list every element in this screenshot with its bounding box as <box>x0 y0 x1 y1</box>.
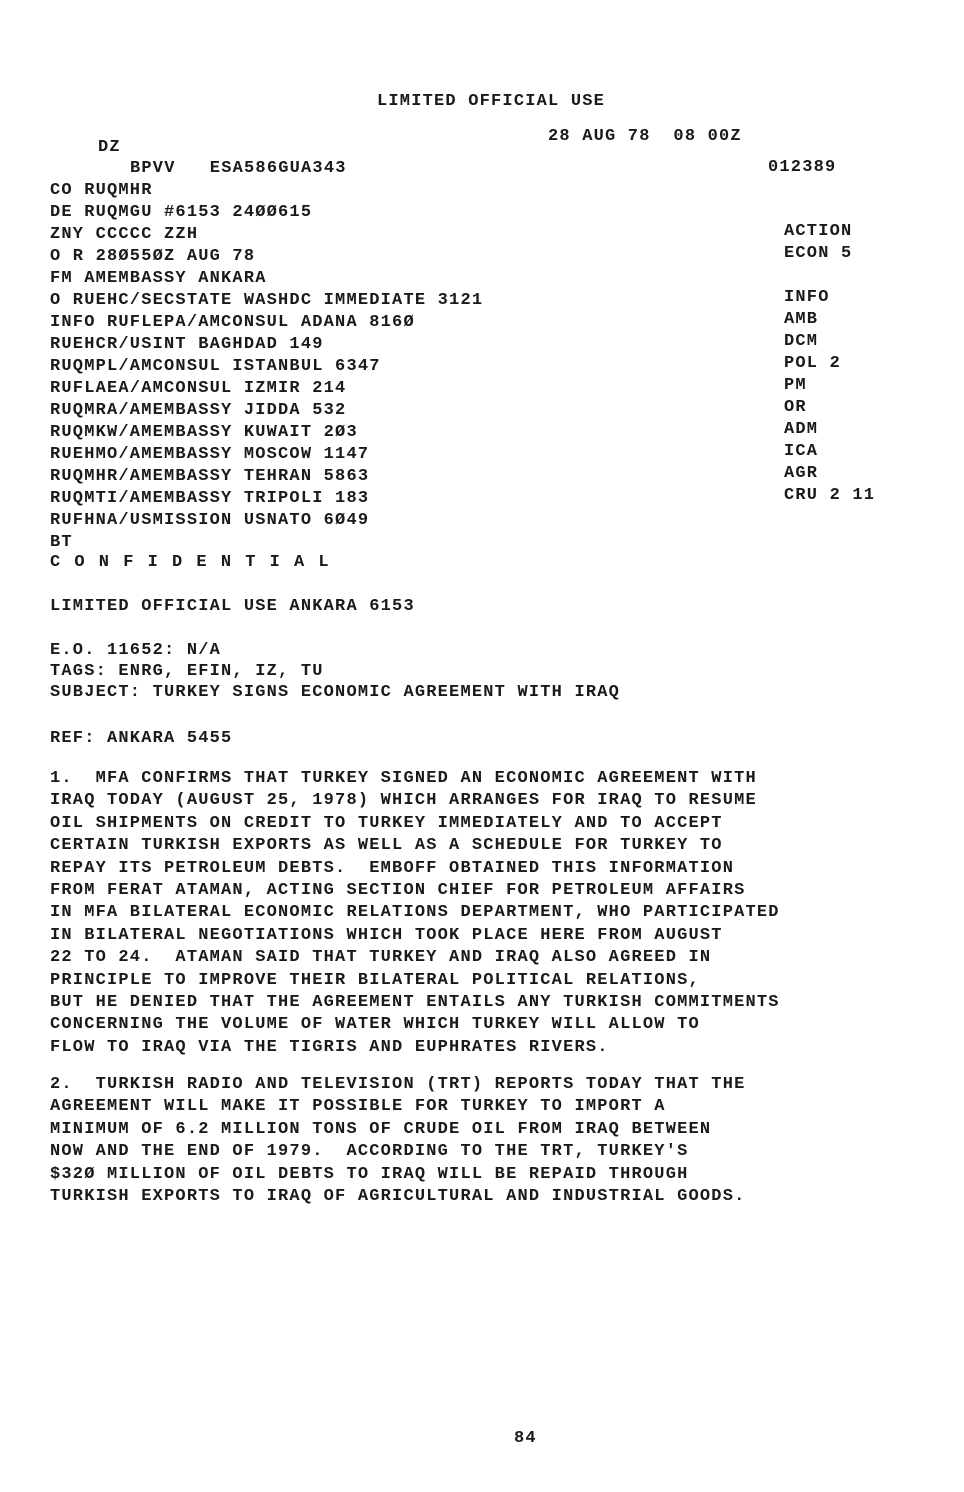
routing-line: RUQMPL/AMCONSUL ISTANBUL 6347 <box>50 357 381 376</box>
distribution-item: AGR <box>784 464 819 483</box>
routing-line: RUFHNA/USMISSION USNATO 6Ø49 <box>50 511 370 530</box>
paragraph-1: 1. MFA CONFIRMS THAT TURKEY SIGNED AN ECONOMIC AGREEMENT WITH IRAQ TODAY (AUGUST 25, 1978) WHICH ARRANGES FOR IRAQ TO RESUME OIL SHIPMENTS ON CREDIT TO TURKEY IMMEDIATELY AND TO ACCEPT CERTAIN TURKISH EXPORTS AS WELL AS A SCHEDULE FOR TURKEY TO REPAY ITS PETROLEUM DEBTS. EMBOFF OBTAINED THIS INFORMATION FROM FERAT ATAMAN, ACTING SECTION CHIEF FOR PETROLEUM AFFAIRS IN MFA BILATERAL ECONOMIC RELATIONS DEPARTMENT, WHO PARTICIPATED IN BILATERAL NEGOTIATIONS WHICH TOOK PLACE HERE FROM AUGUST 22 TO 24. ATAMAN SAID THAT TURKEY AND IRAQ ALSO AGREED IN PRINCIPLE TO IMPROVE THEIR BILATERAL POLITICAL RELATIONS, BUT HE DENIED THAT THE AGREEMENT ENTAILS ANY TURKISH COMMITMENTS CONCERNING THE VOLUME OF WATER WHICH TURKEY WILL ALLOW TO FLOW TO IRAQ VIA THE TIGRIS AND EUPHRATES RIVERS. <box>50 769 780 1057</box>
distribution-item: CRU 2 11 <box>784 486 876 505</box>
distribution-item: ECON 5 <box>784 244 853 263</box>
routing-line: FM AMEMBASSY ANKARA <box>50 269 267 288</box>
routing-line: CO RUQMHR <box>50 181 153 200</box>
paragraph-2: 2. TURKISH RADIO AND TELEVISION (TRT) REPORTS TODAY THAT THE AGREEMENT WILL MAKE IT POSSIBLE FOR TURKEY TO IMPORT A MINIMUM OF 6.2 MILLION TONS OF CRUDE OIL FROM IRAQ BETWEEN NOW AND THE END OF 1979. ACCORDING TO THE TRT, TURKEY'S $32Ø MILLION OF OIL DEBTS TO IRAQ WILL BE REPAID THROUGH TURKISH EXPORTS TO IRAQ OF AGRICULTURAL AND INDUSTRIAL GOODS. <box>50 1075 746 1207</box>
routing-line: DE RUQMGU #6153 24ØØ615 <box>50 203 313 222</box>
tags-line: TAGS: ENRG, EFIN, IZ, TU <box>50 662 324 681</box>
distribution-item: POL 2 <box>784 354 842 373</box>
routing-line: RUQMKW/AMEMBASSY KUWAIT 2Ø3 <box>50 423 358 442</box>
page-number: 84 <box>514 1429 537 1448</box>
distribution-item: ADM <box>784 420 819 439</box>
routing-line: RUQMRA/AMEMBASSY JIDDA 532 <box>50 401 347 420</box>
dz-marker: DZ <box>98 138 121 157</box>
message-serial: 012389 <box>768 158 837 177</box>
classification-line: LIMITED OFFICIAL USE ANKARA 6153 <box>50 597 415 616</box>
date-time-group: 28 AUG 78 08 00Z <box>548 127 742 146</box>
routing-line: RUFLAEA/AMCONSUL IZMIR 214 <box>50 379 347 398</box>
distribution-item: AMB <box>784 310 819 329</box>
action-label: ACTION <box>784 222 853 241</box>
confidential-banner: C O N F I D E N T I A L <box>50 553 331 572</box>
eo-line: E.O. 11652: N/A <box>50 641 222 660</box>
classification-top: LIMITED OFFICIAL USE <box>377 92 606 111</box>
routing-line: BT <box>50 533 73 552</box>
info-label: INFO <box>784 288 830 307</box>
routing-line: RUEHCR/USINT BAGHDAD 149 <box>50 335 324 354</box>
routing-line: ZNY CCCCC ZZH <box>50 225 199 244</box>
routing-line: O R 28Ø55ØZ AUG 78 <box>50 247 256 266</box>
distribution-item: ICA <box>784 442 819 461</box>
bpvv-line: BPVV ESA586GUA343 <box>130 159 347 178</box>
routing-line: RUQMTI/AMEMBASSY TRIPOLI 183 <box>50 489 370 508</box>
distribution-item: DCM <box>784 332 819 351</box>
routing-line: RUQMHR/AMEMBASSY TEHRAN 5863 <box>50 467 370 486</box>
reference-line: REF: ANKARA 5455 <box>50 729 233 748</box>
subject-line: SUBJECT: TURKEY SIGNS ECONOMIC AGREEMENT WITH IRAQ <box>50 683 621 702</box>
routing-line: INFO RUFLEPA/AMCONSUL ADANA 816Ø <box>50 313 415 332</box>
distribution-item: OR <box>784 398 807 417</box>
routing-line: O RUEHC/SECSTATE WASHDC IMMEDIATE 3121 <box>50 291 484 310</box>
routing-line: RUEHMO/AMEMBASSY MOSCOW 1147 <box>50 445 370 464</box>
distribution-item: PM <box>784 376 807 395</box>
